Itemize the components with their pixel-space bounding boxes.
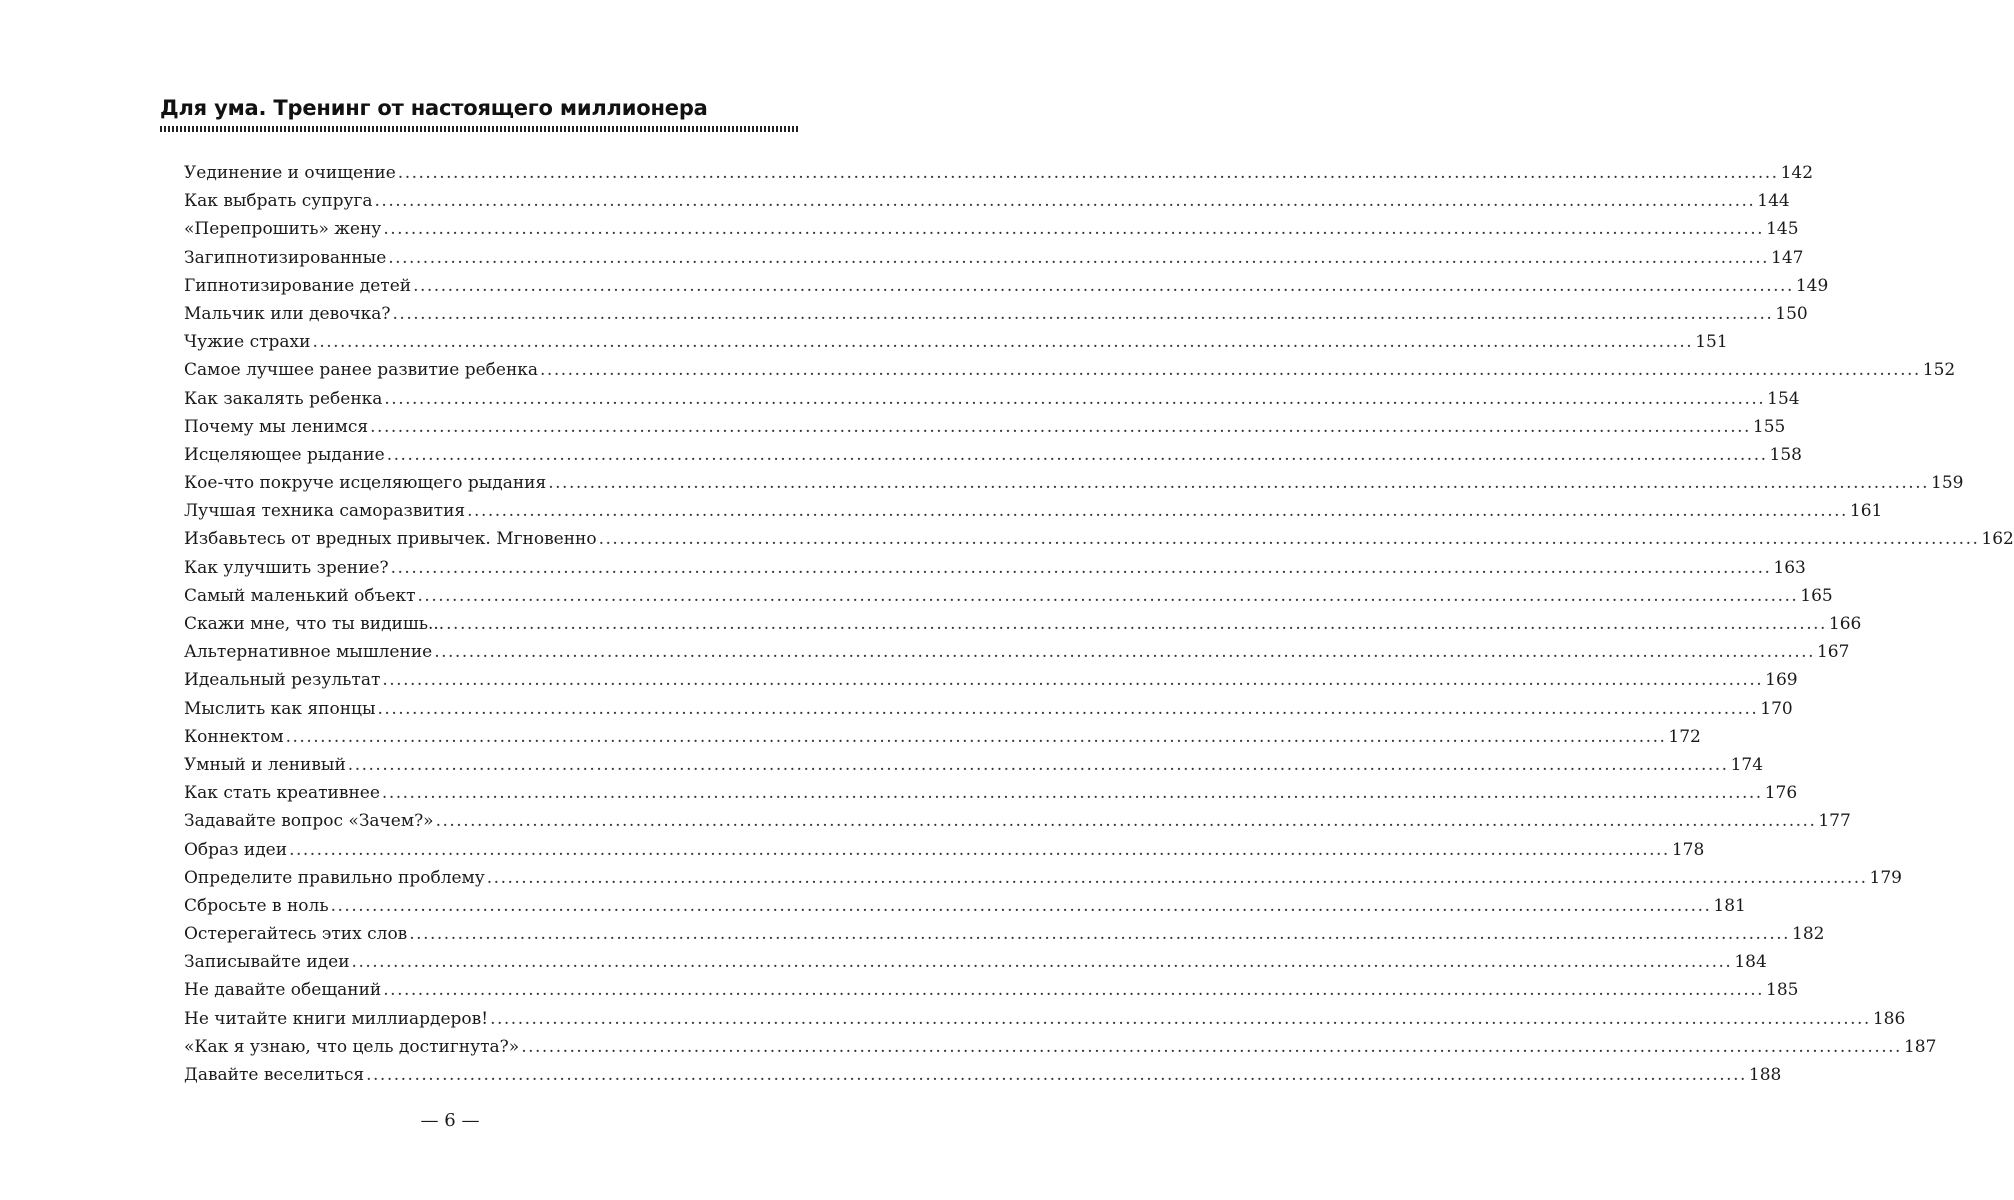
toc-entry-title: Исцеляющее рыдание	[184, 444, 385, 465]
toc-dot-leader: ........................................................................................................................................................................................................	[397, 163, 1779, 183]
toc-entry-title: Гипнотизирование детей	[184, 275, 412, 296]
toc-entry-title: Сбросьте в ноль	[184, 895, 329, 916]
toc-entry	[184, 610, 1862, 638]
toc-entry-page-number: 178	[1671, 839, 1705, 860]
toc-entry	[184, 272, 1829, 300]
toc-entry-title: Самый маленький объект	[184, 585, 416, 606]
toc-entry	[184, 1033, 1937, 1061]
toc-entry	[184, 554, 1806, 582]
toc-entry	[184, 723, 1701, 751]
toc-entry-page-number: 152	[1922, 360, 1956, 381]
toc-dot-leader: ........................................................................................................................................................................................................	[435, 811, 1817, 832]
toc-dot-leader: ........................................................................................................................................................................................................	[381, 783, 1763, 804]
toc-dot-leader: ........................................................................................................................................................................................................	[521, 1036, 1902, 1057]
toc-entry-title: Альтернативное мышление	[184, 642, 433, 663]
toc-entry-page-number: 177	[1818, 811, 1851, 832]
toc-entry-title: Давайте веселиться	[184, 1065, 365, 1085]
toc-dot-leader: ........................................................................................................................................................................................................	[377, 698, 1759, 719]
toc-entry-page-number: 161	[1849, 501, 1883, 522]
toc-entry-page-number: 149	[1795, 275, 1829, 296]
toc-entry-page-number: 142	[1780, 163, 1814, 183]
toc-entry	[184, 1005, 1906, 1033]
toc-entry	[184, 695, 1793, 723]
toc-dot-leader: ........................................................................................................................................................................................................	[486, 867, 1868, 888]
toc-entry	[184, 920, 1825, 948]
toc-entry-title: Уединение и очищение	[184, 163, 396, 183]
toc-dot-leader: ........................................................................................................................................................................................................	[388, 247, 1770, 268]
toc-dot-leader: ........................................................................................................................................................................................................	[330, 895, 1712, 916]
toc-dot-leader: ........................................................................................................................................................................................................	[434, 642, 1815, 663]
toc-entry-title: Как закалять ребенка	[184, 388, 383, 409]
toc-entry-title: Почему мы ленимся	[184, 416, 369, 437]
toc-entry-page-number: 186	[1872, 1008, 1906, 1029]
toc-dot-leader: ........................................................................................................................................................................................................	[540, 360, 1921, 381]
toc-dot-leader: ........................................................................................................................................................................................................	[351, 952, 1733, 973]
toc-entry-page-number: 158	[1769, 444, 1802, 465]
toc-entry-page-number: 185	[1766, 980, 1799, 1001]
toc-entry	[184, 836, 1705, 864]
toc-entry-title: Как стать креативнее	[184, 783, 380, 804]
toc-dot-leader: ........................................................................................................................................................................................................	[366, 1065, 1747, 1085]
toc-dot-leader: ........................................................................................................................................................................................................	[417, 585, 1799, 606]
toc-entry	[184, 385, 1800, 413]
toc-entry-page-number: 159	[1931, 473, 1964, 494]
toc-dot-leader: ........................................................................................................................................................................................................	[413, 275, 1794, 296]
toc-entry-title: Скажи мне, что ты видишь...	[184, 614, 445, 634]
toc-entry-page-number: 187	[1903, 1036, 1937, 1057]
toc-entry-title: Лучшая техника саморазвития	[184, 501, 466, 522]
toc-dot-leader: ........................................................................................................................................................................................................	[446, 614, 1827, 634]
toc-entry-page-number: 154	[1767, 388, 1800, 409]
toc-dot-leader: ........................................................................................................................................................................................................	[374, 191, 1756, 212]
running-head-title: Для ума. Тренинг от настоящего миллионера	[160, 96, 708, 120]
page-number: — 6 —	[420, 1110, 480, 1131]
toc-dot-leader: ........................................................................................................................................................................................................	[383, 219, 1765, 240]
toc-entry-title: Записывайте идеи	[184, 952, 350, 973]
toc-entry-title: Остерегайтесь этих слов	[184, 924, 408, 945]
toc-entry-page-number: 179	[1869, 867, 1902, 888]
toc-entry-page-number: 166	[1828, 614, 1862, 634]
toc-entry-title: Как улучшить зрение?	[184, 557, 389, 578]
toc-entry-page-number: 167	[1816, 642, 1850, 663]
toc-entry-page-number: 188	[1748, 1065, 1782, 1085]
toc-entry-page-number: 176	[1764, 783, 1798, 804]
toc-entry	[184, 948, 1767, 976]
toc-entry	[184, 187, 1790, 215]
toc-dot-leader: ........................................................................................................................................................................................................	[382, 670, 1764, 691]
toc-entry	[184, 976, 1799, 1004]
toc-entry-page-number: 169	[1765, 670, 1798, 691]
toc-entry-title: Умный и ленивый	[184, 754, 346, 775]
toc-dot-leader: ........................................................................................................................................................................................................	[390, 557, 1772, 578]
toc-entry	[184, 864, 1902, 892]
toc-entry	[184, 413, 1786, 441]
toc-entry-page-number: 151	[1695, 332, 1728, 353]
toc-entry	[184, 638, 1850, 666]
toc-dot-leader: ........................................................................................................................................................................................................	[384, 388, 1766, 409]
toc-entry-title: Чужие страхи	[184, 332, 311, 353]
toc-entry-title: Загипнотизированные	[184, 247, 387, 268]
toc-entry	[184, 666, 1798, 694]
toc-entry-page-number: 144	[1757, 191, 1790, 212]
toc-entry	[184, 328, 1728, 356]
toc-entry-title: Самое лучшее ранее развитие ребенка	[184, 360, 539, 381]
toc-entry-page-number: 145	[1766, 219, 1799, 240]
toc-dot-leader: ........................................................................................................................................................................................................	[392, 303, 1774, 324]
toc-entry-title: Коннектом	[184, 726, 284, 747]
toc-dot-leader: ........................................................................................................................................................................................................	[289, 839, 1670, 860]
toc-entry-page-number: 163	[1773, 557, 1806, 578]
toc-entry	[184, 807, 1851, 835]
toc-entry	[184, 751, 1764, 779]
toc-entry	[184, 441, 1802, 469]
toc-dot-leader: ........................................................................................................................................................................................................	[285, 726, 1667, 747]
toc-dot-leader: ........................................................................................................................................................................................................	[409, 924, 1791, 945]
toc-entry	[184, 215, 1799, 243]
toc-dot-leader: ........................................................................................................................................................................................................	[467, 501, 1848, 522]
toc-dot-leader: ........................................................................................................................................................................................................	[598, 529, 1980, 550]
toc-entry-title: Мыслить как японцы	[184, 698, 376, 719]
toc-entry	[184, 892, 1746, 920]
toc-entry-title: Кое-что покруче исцеляющего рыдания	[184, 473, 547, 494]
toc-entry	[184, 244, 1804, 272]
toc-entry-title: Мальчик или девочка?	[184, 303, 391, 324]
toc-dot-leader: ........................................................................................................................................................................................................	[548, 473, 1930, 494]
toc-dot-leader: ........................................................................................................................................................................................................	[490, 1008, 1871, 1029]
toc-entry-title: Не читайте книги миллиардеров!	[184, 1008, 489, 1029]
toc-entry-title: Определите правильно проблему	[184, 867, 485, 888]
toc-entry-page-number: 165	[1800, 585, 1833, 606]
toc-dot-leader: ........................................................................................................................................................................................................	[312, 332, 1694, 353]
toc-entry-title: Избавьтесь от вредных привычек. Мгновенно	[184, 529, 597, 550]
toc-entry-page-number: 172	[1668, 726, 1701, 747]
toc-entry-title: «Перепрошить» жену	[184, 219, 382, 240]
toc-entry-title: «Как я узнаю, что цель достигнута?»	[184, 1036, 520, 1057]
toc-entry-title: Образ идеи	[184, 839, 288, 860]
toc-dot-leader: ........................................................................................................................................................................................................	[386, 444, 1768, 465]
toc-dot-leader: ........................................................................................................................................................................................................	[383, 980, 1765, 1001]
toc-entry-page-number: 147	[1771, 247, 1804, 268]
toc-dot-leader: ........................................................................................................................................................................................................	[347, 754, 1729, 775]
toc-entry-page-number: 181	[1713, 895, 1746, 916]
toc-entry-page-number: 162	[1981, 529, 2014, 550]
toc-entry	[184, 779, 1798, 807]
toc-entry	[184, 159, 1814, 187]
toc-entry-page-number: 184	[1734, 952, 1767, 973]
table-of-contents	[184, 159, 2014, 1089]
toc-entry	[184, 525, 2014, 553]
toc-entry-title: Как выбрать супруга	[184, 191, 373, 212]
toc-entry-page-number: 182	[1792, 924, 1825, 945]
toc-entry-page-number: 174	[1730, 754, 1764, 775]
toc-entry-title: Идеальный результат	[184, 670, 381, 691]
toc-entry-title: Задавайте вопрос «Зачем?»	[184, 811, 434, 832]
toc-entry	[184, 300, 1808, 328]
toc-entry	[184, 582, 1833, 610]
toc-entry-page-number: 150	[1775, 303, 1808, 324]
toc-entry-title: Не давайте обещаний	[184, 980, 382, 1001]
toc-entry-page-number: 170	[1760, 698, 1793, 719]
toc-entry	[184, 497, 1883, 525]
toc-entry	[184, 1061, 1782, 1089]
toc-entry	[184, 356, 1956, 384]
header-dotted-rule	[160, 126, 798, 132]
toc-entry-page-number: 155	[1752, 416, 1786, 437]
toc-entry	[184, 469, 1964, 497]
toc-dot-leader: ........................................................................................................................................................................................................	[370, 416, 1751, 437]
